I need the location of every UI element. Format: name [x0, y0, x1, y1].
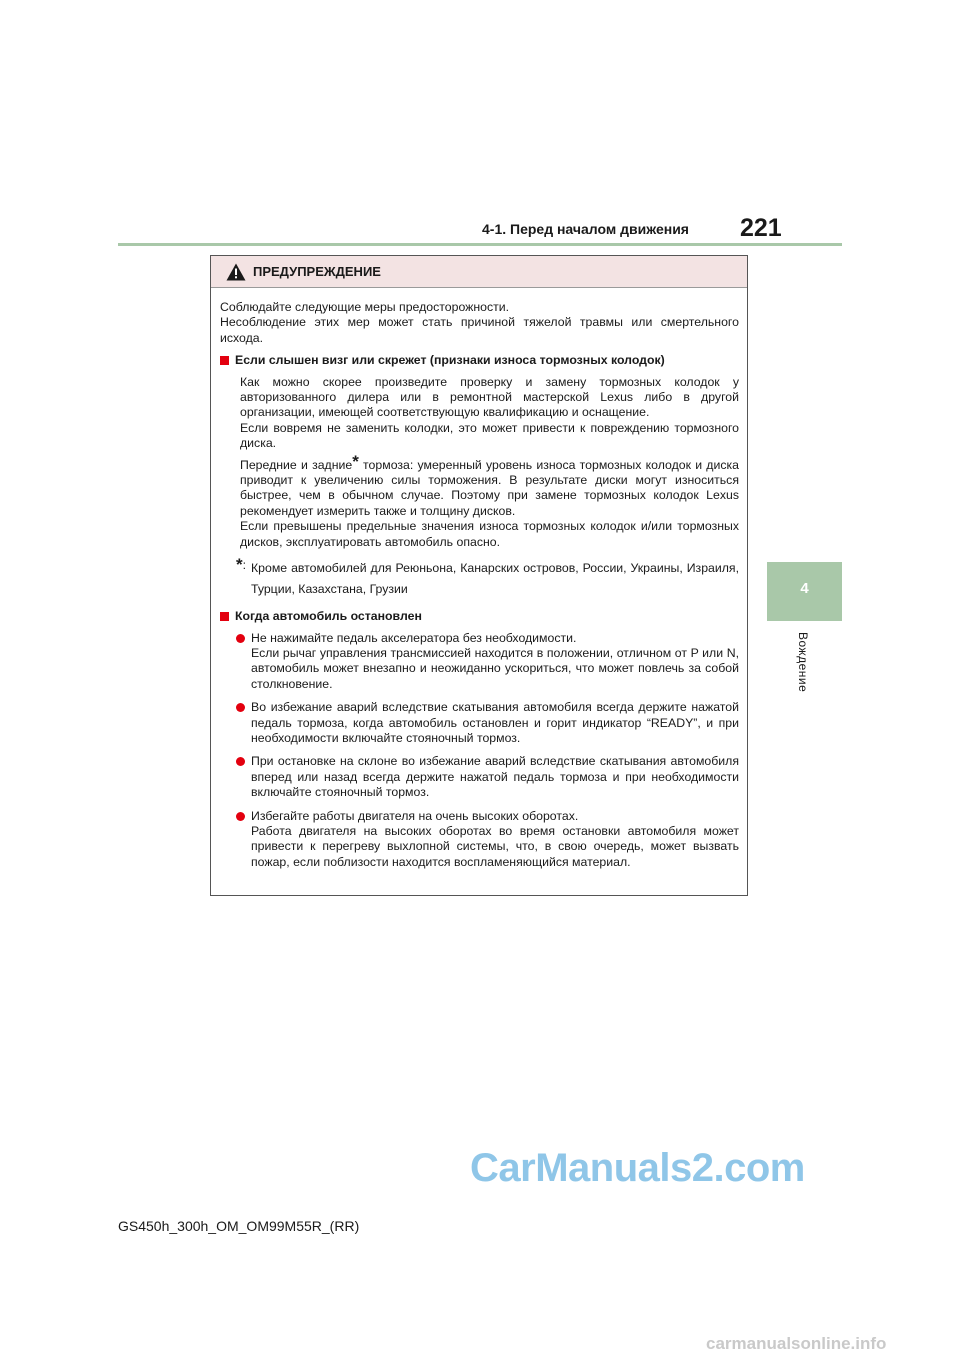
bullet-dot-icon [236, 757, 245, 766]
chapter-tab[interactable] [767, 562, 842, 621]
paragraph: Как можно скорее произведите проверку и замену тормозных колодок у авторизованного дилера или в ремонтной мастерской Lexus либо в другой организации, имеющей соответствующую квалификацию и оснащение. [240, 374, 739, 420]
paragraph: Если превышены предельные значения износа тормозных колодок и/или тормозных дисков, эксплуатировать автомобиль опасно. [240, 519, 739, 549]
footnote-text: Кроме автомобилей для Реюньона, Канарских островов, России, Украины, Израиля, Турции, Казахстана, Грузии [251, 561, 739, 597]
section-heading-brake-noise [220, 353, 739, 368]
bullet-text: При остановке на склоне во избежание аварий вследствие скатывания автомобиля вперед или назад всегда держите нажатой педаль тормоза и при необходимости включайте стояночный тормоз. [251, 754, 739, 800]
section-brake-noise-content [220, 375, 739, 550]
warning-triangle-icon [226, 263, 246, 281]
section-heading-text: Когда автомобиль остановлен [235, 609, 422, 624]
warning-title: ПРЕДУПРЕЖДЕНИЕ [253, 264, 381, 279]
warning-intro-line: Соблюдайте следующие меры предосторожности. [220, 300, 510, 314]
footnote [220, 555, 739, 600]
page-number: 221 [740, 214, 782, 242]
bullet-text: Не нажимайте педаль акселератора без необходимости. Если рычаг управления трансмиссией находится в положении, отличном от P или N, автомобиль может внезапно и неожиданно ускориться, что может повлечь за собой столкновение. [251, 630, 739, 691]
bullet-dot-icon [236, 812, 245, 821]
warning-header [211, 256, 747, 288]
bullet-dot-icon [236, 703, 245, 712]
bullet-item [220, 700, 739, 746]
footnote-colon: : [242, 558, 247, 573]
bullet-item [220, 809, 739, 871]
paragraph-rest: тормоза: умеренный уровень износа тормозных колодок и диска приводит к увеличению силы торможения. В результате диски могут износиться быстрее, чем в обычном случае. Поэтому при замене тормозных колодок Lexus рекомендует измерить также и толщину дисков. [240, 457, 739, 518]
section-heading-text: Если слышен визг или скрежет (признаки износа тормозных колодок) [235, 353, 665, 368]
footer-doc-code: GS450h_300h_OM_OM99M55R_(RR) [118, 1218, 360, 1234]
section-heading-stopped [220, 609, 739, 624]
warning-box [210, 255, 748, 896]
paragraph [240, 451, 739, 520]
watermark-online: carmanualsonline.info [706, 1334, 887, 1353]
warning-body [211, 288, 747, 870]
footnote-star: * [236, 555, 243, 575]
paragraph: Если вовремя не заменить колодки, это может привести к повреждению тормозного диска. [240, 420, 739, 451]
paragraph-start: Передние и задние [240, 457, 353, 472]
header-section-title: 4-1. Перед началом движения [482, 221, 689, 237]
footnote-star: * [352, 451, 359, 471]
chapter-tab-number: 4 [800, 580, 809, 597]
chapter-tab-label: Вождение [796, 632, 810, 693]
bullet-text: Во избежание аварий вследствие скатывания автомобиля всегда держите нажатой педаль тормоза, когда автомобиль остановлен и горит индикатор “READY”, и при необходимости включайте стояночный тормоз. [251, 700, 739, 745]
watermark-carmanuals: CarManuals2.com [470, 1146, 805, 1190]
section-square-icon [220, 356, 229, 365]
section-square-icon [220, 612, 229, 621]
footnote-mark [236, 555, 251, 600]
bullet-item [220, 754, 739, 800]
bullet-dot-icon [236, 634, 245, 643]
bullet-text: Избегайте работы двигателя на очень высоких оборотах. Работа двигателя на высоких оборотах во время остановки автомобиля может привести к перегреву выхлопной системы, что, в свою очередь, может вызвать пожар, если поблизости находится воспламеняющийся материал. [251, 808, 739, 869]
warning-intro-text: Несоблюдение этих мер может стать причиной тяжелой травмы или смертельного исхода. [220, 315, 739, 345]
bullet-item [220, 631, 739, 693]
header-rule [118, 243, 842, 246]
